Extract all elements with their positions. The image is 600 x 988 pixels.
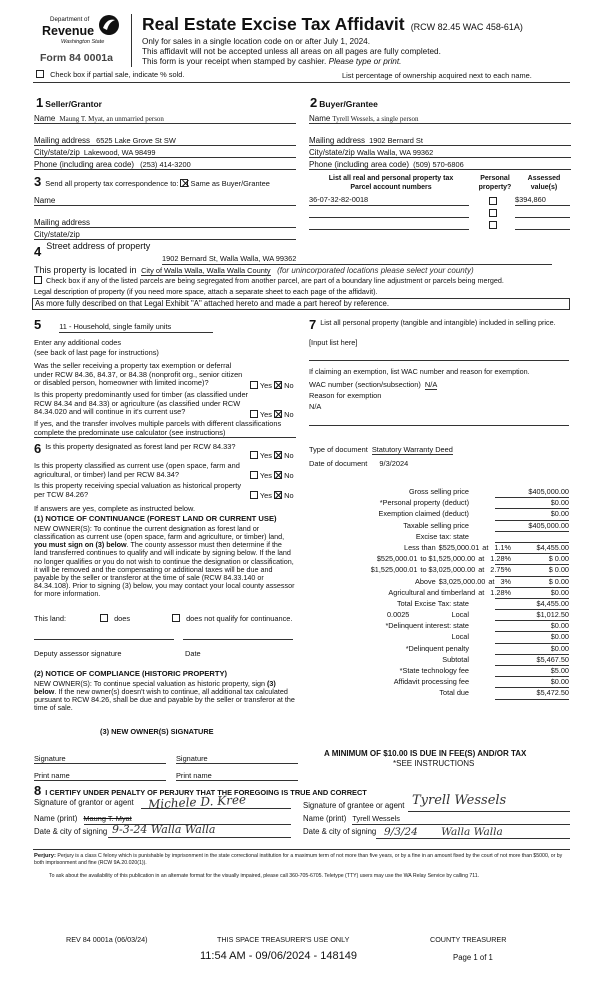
exemption-reason: N/A (309, 402, 322, 411)
tier-amt: $525,000.01 (438, 542, 480, 552)
s6-q1-yes[interactable] (250, 451, 258, 459)
buyer-mail: 1902 Bernard St (369, 136, 423, 145)
tier-at: at (478, 554, 485, 564)
personal-property-checkbox-2[interactable] (489, 209, 497, 217)
tax-row (309, 689, 571, 700)
tax-label: Local (451, 610, 469, 620)
does-checkbox[interactable] (100, 614, 108, 622)
tax-label: Excise tax: state (415, 531, 469, 541)
tier-at: at (478, 587, 485, 597)
s5-q1-no[interactable] (274, 381, 282, 389)
tax-label: Total due (439, 688, 469, 698)
tax-value: $0.00 (495, 633, 569, 643)
seller-mail: 6525 Lake Grove St SW (96, 136, 176, 145)
s6-q3-no[interactable] (274, 491, 282, 499)
personal-property-checkbox-3[interactable] (489, 221, 497, 229)
tax-label: *State technology fee (399, 666, 469, 675)
tax-tier (309, 589, 511, 597)
tax-label: Subtotal (442, 654, 469, 664)
seller-heading: Seller/Grantor (45, 99, 102, 109)
tier-rate: 1.1% (494, 542, 511, 552)
s6-q2-no[interactable] (274, 471, 282, 479)
s5-q1-yes[interactable] (250, 381, 258, 389)
section-1-number: 1 (36, 95, 44, 110)
tax-value: $0.00 (495, 510, 569, 520)
grantee-print-name: Tyrell Wessels (352, 814, 400, 823)
pct-ownership-note: List percentage of ownership acquired next to each name. (342, 71, 532, 80)
tax-row (309, 566, 571, 577)
statute-ref: (RCW 82.45 WAC 458-61A) (410, 22, 523, 32)
tax-label: *Delinquent penalty (405, 643, 469, 653)
tier-to: to $3,025,000.00 (420, 565, 476, 575)
tier-rate: 1.28% (490, 587, 511, 597)
grantee-signature: Tyrell Wessels (412, 793, 507, 808)
tax-value: $4,455.00 (495, 544, 569, 554)
partial-sale-checkbox[interactable] (36, 70, 44, 78)
tax-tier (309, 544, 511, 552)
seller-phone: (253) 414-3200 (140, 160, 191, 169)
s6-q2-yes[interactable] (250, 471, 258, 479)
tax-label: Total Excise Tax: state (396, 598, 469, 608)
tax-label: Taxable selling price (403, 520, 469, 530)
buyer-phone: (509) 570-6806 (413, 160, 464, 169)
tax-label: Local (451, 632, 469, 642)
tax-row (309, 633, 571, 644)
personal-property-list: [Input list here] (309, 338, 358, 347)
property-street: 1902 Bernard St, Walla Walla, WA 99362 (162, 254, 297, 263)
same-as-buyer-checkbox[interactable] (180, 179, 188, 187)
tax-row (309, 622, 571, 633)
tier-rate: 2.75% (490, 565, 511, 575)
section-6-number: 6 (34, 441, 42, 456)
grantor-signature: Michele D. Kree (147, 792, 247, 812)
tier-rate: 3% (500, 576, 511, 586)
grantee-date-city: 9/3/24 Walla Walla (384, 826, 503, 838)
tier-from: Agricultural and timberland (388, 587, 476, 597)
personal-property-checkbox-1[interactable] (489, 197, 497, 205)
tier-at: at (482, 542, 489, 552)
page-title: Real Estate Excise Tax Affidavit (142, 14, 405, 34)
header-line1: Only for sales in a single location code on or after July 1, 2024. (142, 37, 371, 46)
document-type: Statutory Warranty Deed (371, 445, 453, 454)
parcel-header: List all real and personal property tax Parcel account numbers (328, 175, 454, 192)
s5-q2-no[interactable] (274, 410, 282, 418)
buyer-city: Walla Walla, WA 99362 (356, 148, 434, 157)
tier-rate: 1.28% (490, 554, 511, 564)
tax-tier (309, 555, 511, 563)
seller-city: Lakewood, WA 98499 (83, 148, 156, 157)
logo-state: Washington State (61, 39, 105, 45)
tax-value: $5.00 (495, 667, 569, 677)
tax-value: $405,000.00 (495, 522, 569, 532)
tax-value: $ 0.00 (495, 555, 569, 565)
document-date: 9/3/2024 (379, 459, 409, 468)
tax-tier (309, 566, 511, 574)
section-8-number: 8 (34, 783, 42, 798)
tax-label: *Delinquent interest: state (385, 621, 469, 631)
grantor-date-city: 9-3-24 Walla Walla (112, 823, 216, 836)
page-number: Page 1 of 1 (453, 953, 493, 962)
receipt-stamp: 11:54 AM - 09/06/2024 - 148149 (200, 950, 357, 962)
tier-at: at (488, 576, 495, 586)
tier-from: $1,525,000.01 (370, 565, 418, 575)
tax-value: $ 0.00 (495, 566, 569, 576)
header-line3: This form is your receipt when stamped by cashier. Please type or print. (142, 57, 402, 66)
tax-value: $ 0.00 (495, 578, 569, 588)
assessed-value: $394,860 (515, 195, 546, 204)
tier-to: to $1,525,000.00 (420, 554, 476, 564)
tax-value: $0.00 (495, 645, 569, 655)
tax-row (309, 645, 571, 656)
same-as-buyer-label: Same as Buyer/Grantee (190, 179, 270, 188)
section-3-number: 3 (34, 174, 42, 189)
buyer-heading: Buyer/Grantee (319, 99, 378, 109)
perjury-notice: Perjury: Perjury is a class C felony which is punishable by imprisonment in the state correctional institution for a maximum term of not more than five years, or by a fine in an amount fixed by the court of not more than $5000, or by both imprisonment and fine (RCW 9A.20.020(1)). (34, 853, 563, 867)
revenue-logo (36, 14, 124, 54)
tax-label: Affidavit processing fee (393, 677, 469, 687)
tier-from: Above (414, 576, 436, 586)
section-4-number: 4 (34, 244, 42, 259)
section-7-number: 7 (309, 317, 317, 332)
s5-q2-yes[interactable] (250, 410, 258, 418)
notice-continuance: NEW OWNER(S): To continue the current designation as forest land or classification as current use (open space, farm and agriculture, or timber) land, you must sign on (3) below. The county assessor must then determine if the land transferred continues to qualify and will indicate by signing below. If the land no longer qualifies or you do not wish to continue the designation or classification, it will be removed and the compensating or additional taxes will be due and payable by the seller or transferor at the time of sale (RCW 84.33.140 or 84.34.108). Prior to signing (3) below, you may contact your local county assessor for more information. (34, 524, 295, 598)
tax-rate-local: 0.0025 (387, 610, 410, 620)
partial-sale: Check box if partial sale, indicate % sold. (36, 70, 184, 80)
s6-q3-yes[interactable] (250, 491, 258, 499)
does-not-checkbox[interactable] (172, 614, 180, 622)
seller-name: Maung T. Myat, an unmarried person (59, 115, 164, 123)
notice-compliance: NEW OWNER(S): To continue special valuation as historic property, sign (3) below. If the new owner(s) doesn't wish to continue, all additional tax calculated pursuant to RCW 84.26, shall be due and payable by the seller or transferor at the time of sale. (34, 679, 295, 713)
wac-number: N/A (424, 380, 438, 389)
tax-calculation (309, 488, 571, 701)
tax-value: $4,455.00 (495, 600, 569, 610)
tax-row (309, 510, 571, 521)
form-number: Form 84 0001a (40, 52, 113, 64)
section-2-number: 2 (310, 95, 318, 110)
tier-amt: $3,025,000.00 (438, 576, 486, 586)
tier-from: $525,000.01 (376, 554, 418, 564)
tax-value: $0.00 (495, 499, 569, 509)
tax-value: $1,012.50 (495, 611, 569, 621)
parcel-number: 36-07-32-82-0018 (309, 195, 369, 204)
section-5-number: 5 (34, 317, 42, 332)
tax-value: $5,467.50 (495, 656, 569, 666)
tax-label: *Personal property (deduct) (379, 498, 469, 508)
logo-dept-line: Department of (50, 16, 90, 23)
tax-value: $405,000.00 (495, 488, 569, 498)
tax-value: $0.00 (495, 678, 569, 688)
form-title (142, 14, 523, 34)
tier-from: Less than (404, 542, 436, 552)
s6-q1-no[interactable] (274, 451, 282, 459)
tax-value: $0.00 (495, 622, 569, 632)
street-label: Street address of property (46, 241, 151, 251)
tier-at: at (478, 565, 485, 575)
tax-value: $5,472.50 (495, 689, 569, 699)
segregated-checkbox[interactable] (34, 276, 42, 284)
grantor-print-name: Maung T. Myat (83, 814, 132, 823)
tax-value (495, 533, 569, 543)
buyer-name: Tyrell Wessels, a single person (332, 115, 419, 123)
land-use-code: 11 - Household, single family units (59, 323, 213, 333)
tax-tier (309, 578, 511, 586)
tax-label: Gross selling price (408, 487, 469, 496)
logo-revenue: Revenue (42, 24, 95, 38)
certify-statement: I CERTIFY UNDER PENALTY OF PERJURY THAT THE FOREGOING IS TRUE AND CORRECT (45, 788, 367, 797)
tax-row (309, 600, 571, 611)
revenue-swirl-icon (98, 14, 120, 36)
tax-label: Exemption claimed (deduct) (378, 509, 469, 519)
header-line2: This affidavit will not be accepted unless all areas on all pages are fully completed. (142, 47, 441, 56)
tax-value: $0.00 (495, 589, 569, 599)
legal-description: As more fully described on that Legal Exhibit "A" attached hereto and made a part hereof by reference. (32, 298, 570, 310)
property-location: City of Walla Walla, Walla Walla County (141, 266, 271, 275)
